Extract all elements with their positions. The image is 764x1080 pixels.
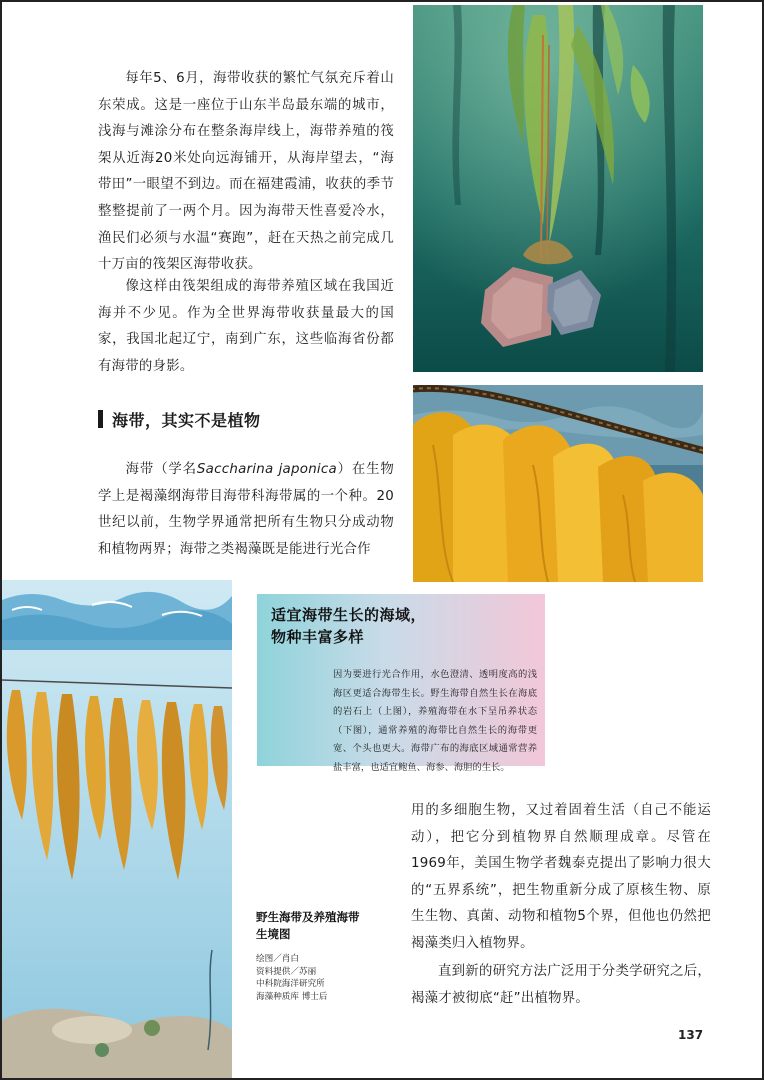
info-box-title: 适宜海带生长的海域， 物种丰富多样 [271, 606, 427, 646]
caption-title: 野生海带及养殖海带 生境图 [256, 910, 360, 941]
wild-kelp-photo [413, 5, 703, 372]
section-heading [98, 406, 261, 432]
caption-credit-line: 中科院海洋研究所 [256, 979, 325, 989]
heading-bar [98, 410, 103, 428]
body-paragraph-2: 像这样由筏架组成的海带养殖区域在我国近海并不少见。作为全世界海带收获量最大的国家，我国北起辽宁，南到广东，这些临海省份都有海带的身影。 [98, 279, 394, 374]
info-box-body: 因为要进行光合作用，水色澄清、透明度高的浅海区更适合海带生长。野生海带自然生长在海底的岩石上（上图），养殖海带在水下呈吊养状态（下图），通常养殖的海带比自然生长的海带更宽、个头也更大。海带广布的海底区域通常营养盐丰富，也适宜鲍鱼、海参、海胆的生长。 [333, 669, 537, 773]
caption-credit-line: 绘图／肖白 [256, 954, 299, 964]
section-heading-text: 海带，其实不是植物 [112, 410, 261, 430]
body-paragraph-4: 用的多细胞生物，又过着固着生活（自己不能运动），把它分到植物界自然顺理成章。尽管在1969年，美国生物学者魏泰克提出了影响力很大的“五界系统”，把生物重新分成了原核生物、原生生物、真菌、动物和植物5个界，但他也仍然把褐藻类归入植物界。 [411, 803, 711, 951]
page-number: 137 [678, 1028, 704, 1042]
info-box [257, 594, 545, 773]
body-paragraph-3: 海带（学名Saccharina japonica）在生物学上是褐藻纲海带目海带科海带属的一个种。20世纪以前，生物学界通常把所有生物只分成动物和植物两界；海带之类褐藻既是能进行光合作 [98, 462, 394, 557]
body-paragraph-1: 每年5、6月，海带收获的繁忙气氛充斥着山东荣成。这是一座位于山东半岛最东端的城市，浅海与滩涂分布在整条海岸线上，海带养殖的筏架从近海20米处向远海铺开，从海岸望去，“海带田”一眼望不到边。而在福建霞浦，收获的季节整整提前了一两个月。因为海带天性喜爱冷水，渔民们必须与水温“赛跑”，赶在天热之前完成几十万亩的筏架区海带收获。 [98, 71, 394, 273]
caption-credit-line: 资料提供／苏丽 [256, 966, 317, 977]
illustration-caption [256, 909, 386, 1003]
caption-credit-line: 海藻种质库 博士后 [256, 991, 328, 1002]
farmed-kelp-photo [413, 385, 703, 582]
latin-name: Saccharina japonica [196, 462, 337, 477]
kelp-habitat-illustration [2, 580, 232, 1080]
body-paragraph-5: 直到新的研究方法广泛用于分类学研究之后，褐藻才被彻底“赶”出植物界。 [411, 964, 711, 1006]
